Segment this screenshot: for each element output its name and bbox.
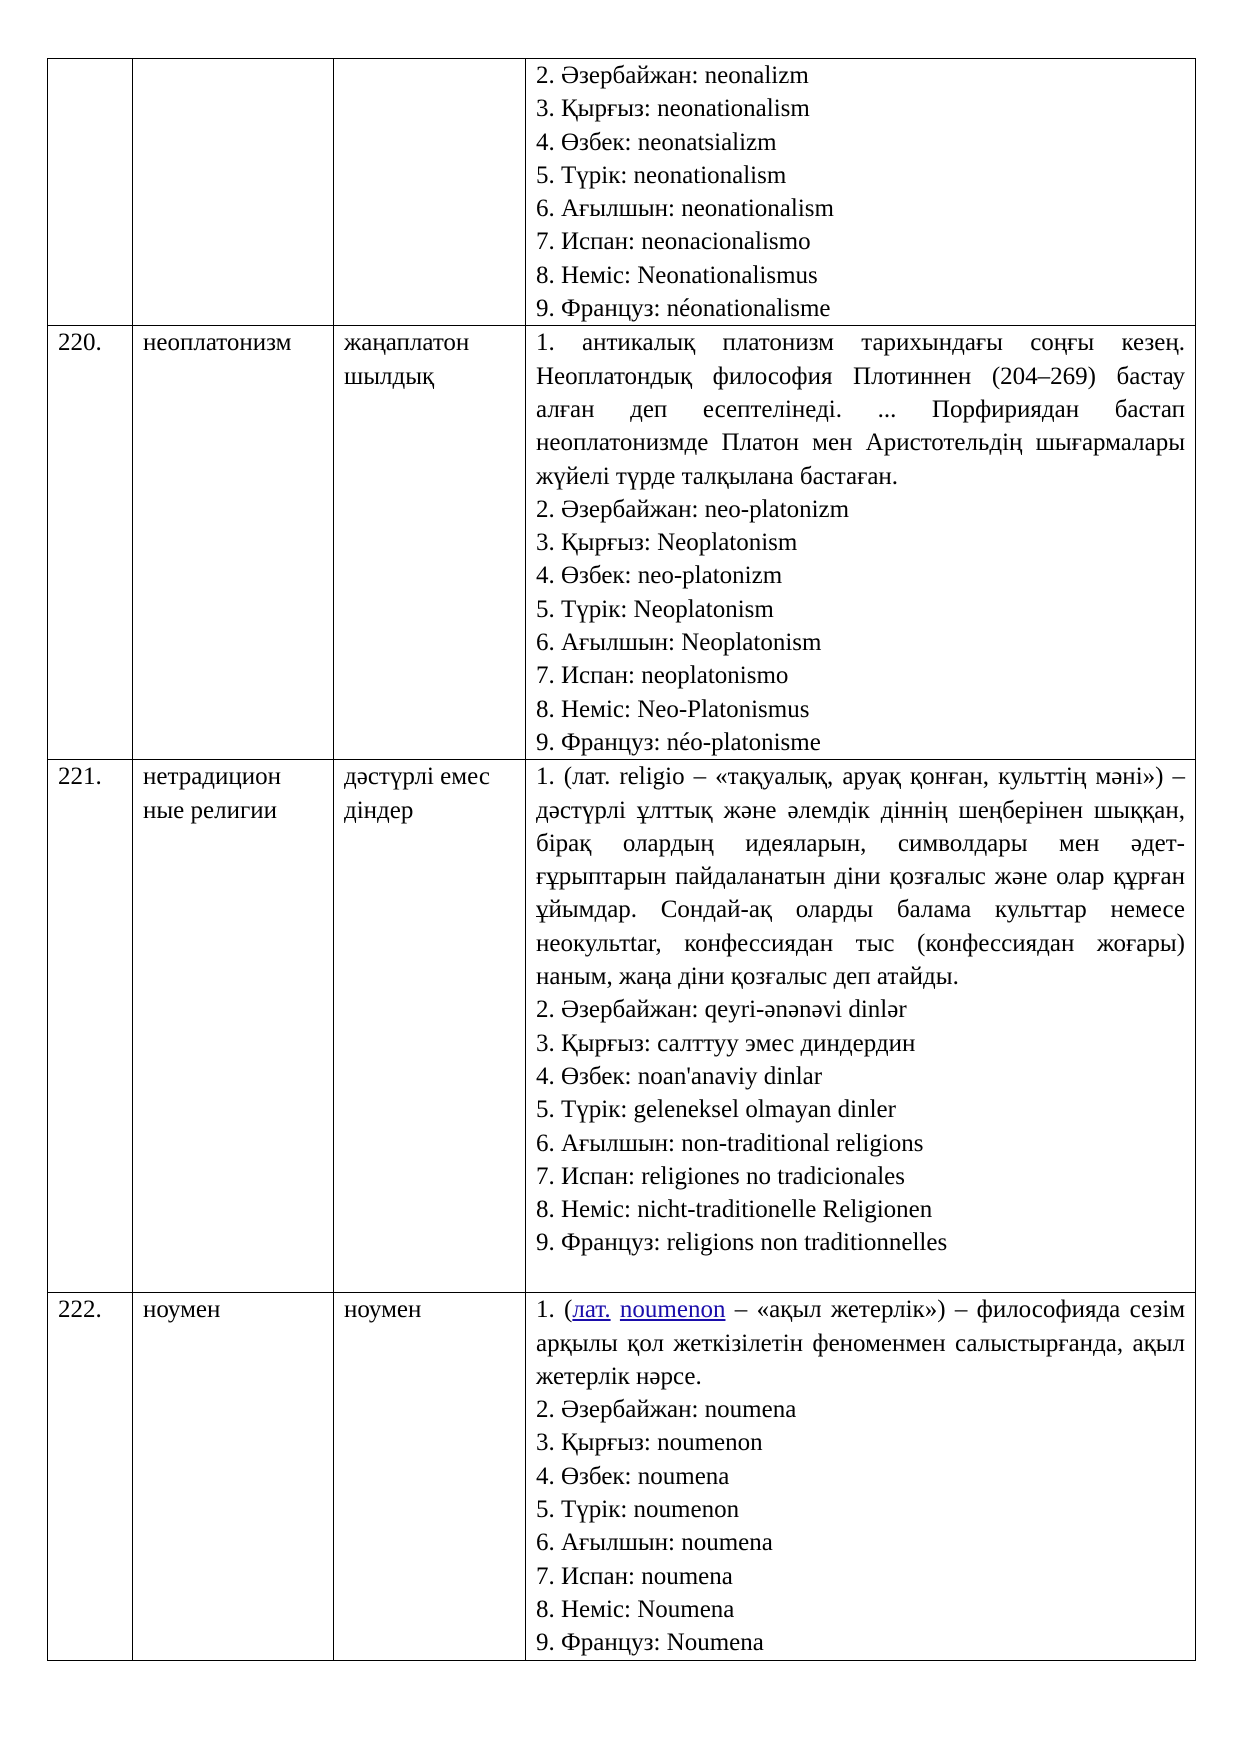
dictionary-table: [47, 58, 1196, 1661]
table-row: [48, 760, 1196, 1293]
translation-line: 2. Әзербайжан: neonalizm: [536, 62, 809, 89]
term-russian: нетрадицион ные религии: [133, 760, 334, 1293]
translation-line: 9. Француз: néo-platonisme: [536, 728, 821, 756]
definition-text: 1. антикалық платонизм тарихындағы соңғы кезең. Неоплатондық философия Плотиннен (204–269) бастау алған деп есептелінеді. ... Порфириядан бастап неоплатонизмде Платон мен Аристотельдің шығармалары жүйелі түрде талқылана бастаған.: [536, 329, 1185, 490]
term-kazakh: [334, 59, 526, 326]
translation-line: 9. Француз: Noumena: [536, 1629, 764, 1657]
translation-line: 9. Француз: néonationalisme: [536, 295, 831, 323]
definition-prefix: 1.: [536, 1296, 555, 1324]
table-row: [48, 1293, 1196, 1660]
translation-line: 4. Өзбек: neonatsializm: [536, 128, 777, 156]
definition-cell: [526, 326, 1196, 760]
translation-line: 8. Неміс: nicht-traditionelle Religionen: [536, 1196, 933, 1224]
entry-number: 221.: [48, 760, 133, 1293]
definition-cell: [526, 1293, 1196, 1660]
translation-line: 7. Испан: neoplatonismo: [536, 662, 789, 690]
translation-line: 5. Түрік: noumenon: [536, 1496, 740, 1524]
term-russian: неоплатонизм: [133, 326, 334, 760]
translation-line: 8. Неміс: Neo-Platonismus: [536, 695, 810, 723]
definition-cell: [526, 59, 1196, 326]
translation-line: 7. Испан: neonacionalismo: [536, 228, 811, 256]
term-kazakh: жаңаплатон шылдық: [334, 326, 526, 760]
latin-link[interactable]: лат.: [572, 1296, 611, 1324]
entry-number: [48, 59, 133, 326]
translation-line: 2. Әзербайжан: qeyri-ənənəvi dinlər: [536, 996, 907, 1024]
term-kazakh: дәстүрлі емес діндер: [334, 760, 526, 1293]
term-kazakh: ноумен: [334, 1293, 526, 1660]
translation-line: 7. Испан: religiones no tradicionales: [536, 1162, 906, 1190]
definition-cell: [526, 760, 1196, 1293]
translation-line: 5. Түрік: geleneksel olmayan dinler: [536, 1096, 896, 1124]
translation-line: 4. Өзбек: noan'anaviy dinlar: [536, 1062, 823, 1090]
term-russian: [133, 59, 334, 326]
translation-line: 2. Әзербайжан: noumena: [536, 1396, 797, 1424]
translation-line: 2. Әзербайжан: neo-platonizm: [536, 495, 850, 523]
translation-line: 4. Өзбек: neo-platonizm: [536, 562, 783, 590]
translation-line: 8. Неміс: Noumena: [536, 1595, 735, 1623]
translation-line: 6. Ағылшын: neonationalism: [536, 195, 834, 223]
translation-line: 3. Қырғыз: салттуу эмес диндердин: [536, 1029, 916, 1057]
translation-line: 5. Түрік: Neoplatonism: [536, 595, 774, 623]
translation-line: 3. Қырғыз: noumenon: [536, 1429, 763, 1457]
entry-number: 220.: [48, 326, 133, 760]
translation-line: 3. Қырғыз: Neoplatonism: [536, 529, 798, 557]
entry-number: 222.: [48, 1293, 133, 1660]
translation-line: 8. Неміс: Neonationalismus: [536, 261, 818, 289]
noumenon-link[interactable]: noumenon: [619, 1296, 726, 1324]
definition-text: 1. (лат. religio – «тақуалық, аруақ қонған, культтің мәні») – дәстүрлі ұлттық және әлемдік діннің шеңберінен шыққан, бірақ олардың идеяларын, символдары мен әдет-ғұрыптарын пайдаланатын діни қозғалыс және олар құрған ұйымдар. Сондай-ақ оларды балама культтар немесе неокультtar, конфессиядан тыс (конфессиядан жоғары) наным, жаңа діни қозғалыс деп атайды.: [536, 763, 1185, 991]
translation-line: 9. Француз: religions non traditionnelles: [536, 1229, 948, 1257]
definition-text: 1. (лат. noumenon – «ақыл жетерлік») – философияда сезім арқылы қол жеткізілетін феноменмен салыстырғанда, ақыл жетерлік нәрсе.: [536, 1296, 1186, 1390]
translation-line: 6. Ағылшын: noumena: [536, 1529, 773, 1557]
translation-line: 4. Өзбек: noumena: [536, 1462, 730, 1490]
table-row: [48, 59, 1196, 326]
translation-line: 7. Испан: noumena: [536, 1562, 733, 1590]
term-russian: ноумен: [133, 1293, 334, 1660]
translation-line: 6. Ағылшын: Neoplatonism: [536, 629, 822, 657]
translation-line: 6. Ағылшын: non-traditional religions: [536, 1129, 924, 1157]
definition-rest: – «ақыл жетерлік») – философияда сезім арқылы қол жеткізілетін феноменмен салыстырғанда, ақыл жетерлік нәрсе.: [536, 1296, 1186, 1390]
table-row: [48, 326, 1196, 760]
translation-line: 5. Түрік: neonationalism: [536, 161, 787, 189]
translation-line: 3. Қырғыз: neonationalism: [536, 95, 810, 123]
